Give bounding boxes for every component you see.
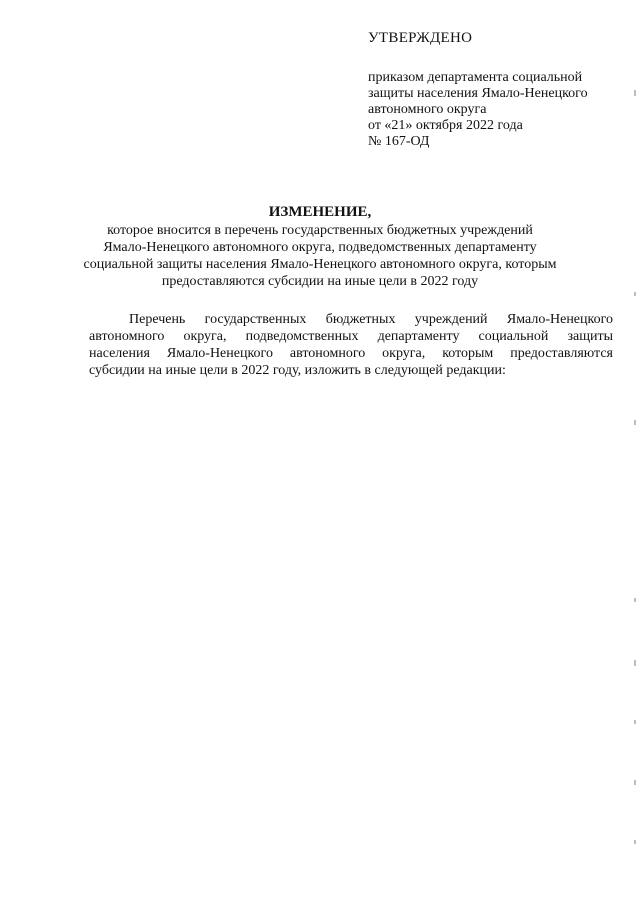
paragraph-line: Перечень государственных бюджетных учреждений Ямало-Ненецкого <box>129 312 613 327</box>
approval-line: автономного округа <box>368 102 487 117</box>
subtitle-line: социальной защиты населения Ямало-Ненецкого автономного округа, которым <box>83 257 557 272</box>
subtitle-line: Ямало-Ненецкого автономного округа, подведомственных департаменту <box>103 240 537 255</box>
approval-line: приказом департамента социальной <box>368 70 583 85</box>
approval-date: от «21» октября 2022 года <box>368 118 523 133</box>
document-subtitle <box>80 222 560 290</box>
approval-line: защиты населения Ямало-Ненецкого <box>368 86 588 101</box>
paragraph-line: населения Ямало-Ненецкого автономного округа, которым предоставляются <box>89 346 613 361</box>
subtitle-line: которое вносится в перечень государственных бюджетных учреждений <box>107 223 533 238</box>
subtitle-line: предоставляются субсидии на иные цели в 2022 году <box>161 274 479 289</box>
scan-margin-marks <box>630 80 636 880</box>
body-paragraph <box>89 311 613 379</box>
document-title: ИЗМЕНЕНИЕ, <box>268 204 372 220</box>
paragraph-line: субсидии на иные цели в 2022 году, изложить в следующей редакции: <box>89 363 506 378</box>
approval-stamp-title: УТВЕРЖДЕНО <box>368 30 473 46</box>
approval-number: № 167-ОД <box>368 134 430 149</box>
approval-details <box>368 70 618 150</box>
paragraph-line: автономного округа, подведомственных департаменту социальной защиты <box>89 329 613 344</box>
